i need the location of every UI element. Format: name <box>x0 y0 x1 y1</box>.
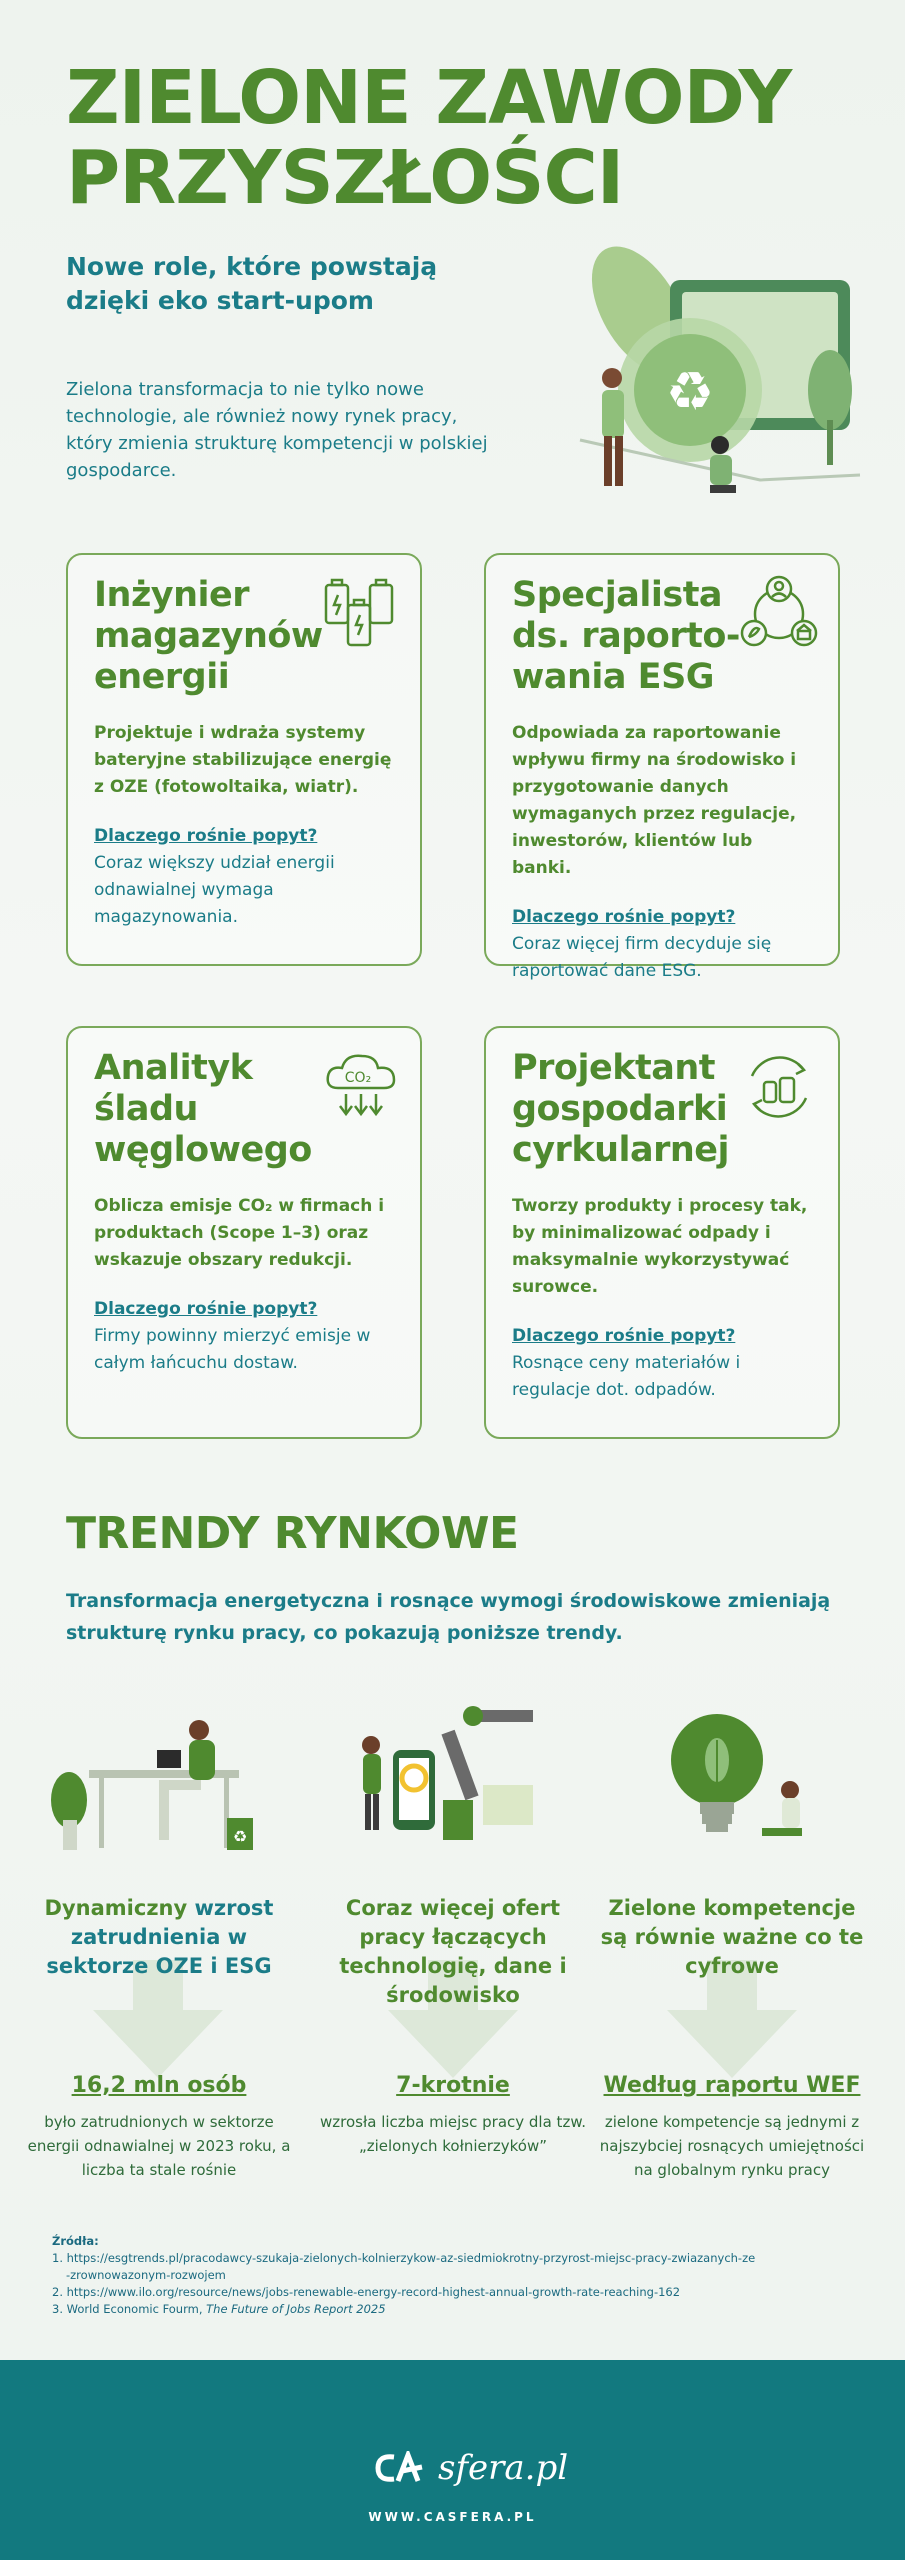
esg-icon <box>738 573 820 655</box>
source-link-1-cont[interactable]: -zrownowazonym-rozwojem <box>66 2268 226 2282</box>
career-card-carbon <box>66 1026 422 1439</box>
battery-icon <box>320 573 402 655</box>
card-answer: Firmy powinny mierzyć emisje w całym łańcuchu dostaw. <box>94 1326 371 1373</box>
trends-intro: Transformacja energetyczna i rosnące wymogi środowiskowe zmieniają strukturę rynku pracy, co pokazują poniższe trendy. <box>66 1590 831 1644</box>
page-subtitle: Nowe role, które powstają dzięki eko start-upom <box>66 252 438 315</box>
sources <box>52 2233 852 2318</box>
recycle-icon <box>738 1046 820 1128</box>
card-description: Odpowiada za raportowanie wpływu firmy na środowisko i przygotowanie danych wymaganych przez regulacje, inwestorów, klientów lub banki. <box>512 723 797 878</box>
page-title <box>66 55 846 221</box>
trend-stat: Według raportu WEF <box>603 2073 861 2098</box>
robot-arm-illustration <box>333 1690 573 1890</box>
title-line-2: PRZYSZŁOŚCI <box>66 135 624 221</box>
co2-icon <box>320 1046 402 1128</box>
career-card-circular <box>484 1026 840 1439</box>
career-card-energy-storage <box>66 553 422 966</box>
hero-illustration <box>560 240 880 530</box>
trend-stat-description: wzrosła liczba miejsc pracy dla tzw. „zielonych kołnierzyków” <box>320 2113 586 2155</box>
card-title: Inżynier magazynów energii <box>94 575 323 697</box>
lightbulb-illustration <box>612 1690 852 1890</box>
brand-logo[interactable] <box>372 2448 568 2488</box>
source-link-1[interactable]: 1. https://esgtrends.pl/pracodawcy-szukaja-zielonych-kolnierzykow-az-siedmiokrotny-przyrost-miejsc-pracy-zwiazanych-ze <box>52 2251 756 2265</box>
ca-logo-icon <box>372 2451 428 2485</box>
trends-title: TRENDY RYNKOWE <box>66 1508 519 1559</box>
card-title: Projektant gospodarki cyrkularnej <box>512 1048 730 1170</box>
trend-stat: 16,2 mln osób <box>71 2073 247 2098</box>
source-3: 3. World Economic Fourm, The Future of Jobs Report 2025 <box>52 2302 386 2316</box>
trend-item-offers <box>318 1690 588 2158</box>
card-why-link[interactable]: Dlaczego rośnie popyt? <box>94 826 318 846</box>
card-answer: Coraz większy udział energii odnawialnej wymaga magazynowania. <box>94 853 335 927</box>
card-why-link[interactable]: Dlaczego rośnie popyt? <box>94 1299 318 1319</box>
card-description: Oblicza emisje CO₂ w firmach i produktach (Scope 1–3) oraz wskazuje obszary redukcji. <box>94 1196 385 1270</box>
source-link-2[interactable]: 2. https://www.ilo.org/resource/news/jobs-renewable-energy-record-highest-annual-growth-rate-reaching-162 <box>52 2285 681 2299</box>
card-answer: Rosnące ceny materiałów i regulacje dot. odpadów. <box>512 1353 741 1400</box>
svg-text:♻: ♻ <box>665 360 715 423</box>
trend-stat-description: było zatrudnionych w sektorze energii odnawialnej w 2023 roku, a liczba ta stale rośnie <box>27 2113 291 2179</box>
intro-text: Zielona transformacja to nie tylko nowe technologie, ale również nowy rynek pracy, który zmienia strukturę kompetencji w polskiej gospodarce. <box>66 379 488 481</box>
trend-heading: Coraz więcej ofert pracy łączących technologię, dane i środowisko <box>339 1896 567 2007</box>
trend-heading: Zielone kompetencje są równie ważne co te cyfrowe <box>600 1896 864 1978</box>
card-why-link[interactable]: Dlaczego rośnie popyt? <box>512 1326 736 1346</box>
trend-stat: 7-krotnie <box>396 2073 510 2098</box>
card-answer: Coraz więcej firm decyduje się raportować dane ESG. <box>512 934 772 981</box>
title-line-1: ZIELONE ZAWODY <box>66 55 792 141</box>
office-worker-illustration <box>39 1690 279 1890</box>
brand-name: sfera.pl <box>438 2448 569 2488</box>
card-title: Specjalista ds. raporto-wania ESG <box>512 575 740 697</box>
trend-stat-description: zielone kompetencje są jednymi z najszybciej rosnących umiejętności na globalnym rynku pracy <box>599 2113 865 2179</box>
svg-text:CO₂: CO₂ <box>344 1070 372 1086</box>
footer <box>0 2360 905 2560</box>
sources-label: Źródła: <box>52 2234 99 2248</box>
card-description: Tworzy produkty i procesy tak, by minimalizować odpady i maksymalnie wykorzystywać surowce. <box>512 1196 808 1297</box>
card-why-link[interactable]: Dlaczego rośnie popyt? <box>512 907 736 927</box>
card-description: Projektuje i wdraża systemy bateryjne stabilizujące energię z OZE (fotowoltaika, wiatr). <box>94 723 392 797</box>
trend-item-green-skills <box>597 1690 867 2182</box>
trend-item-employment <box>24 1690 294 2182</box>
trend-heading: Dynamiczny wzrost zatrudnienia w sektorze OZE i ESG <box>44 1896 274 1978</box>
card-title: Analityk śladu węglowego <box>94 1048 312 1170</box>
career-card-esg <box>484 553 840 981</box>
svg-text:♻: ♻ <box>232 1827 248 1846</box>
footer-url[interactable]: WWW.CASFERA.PL <box>368 2510 537 2524</box>
